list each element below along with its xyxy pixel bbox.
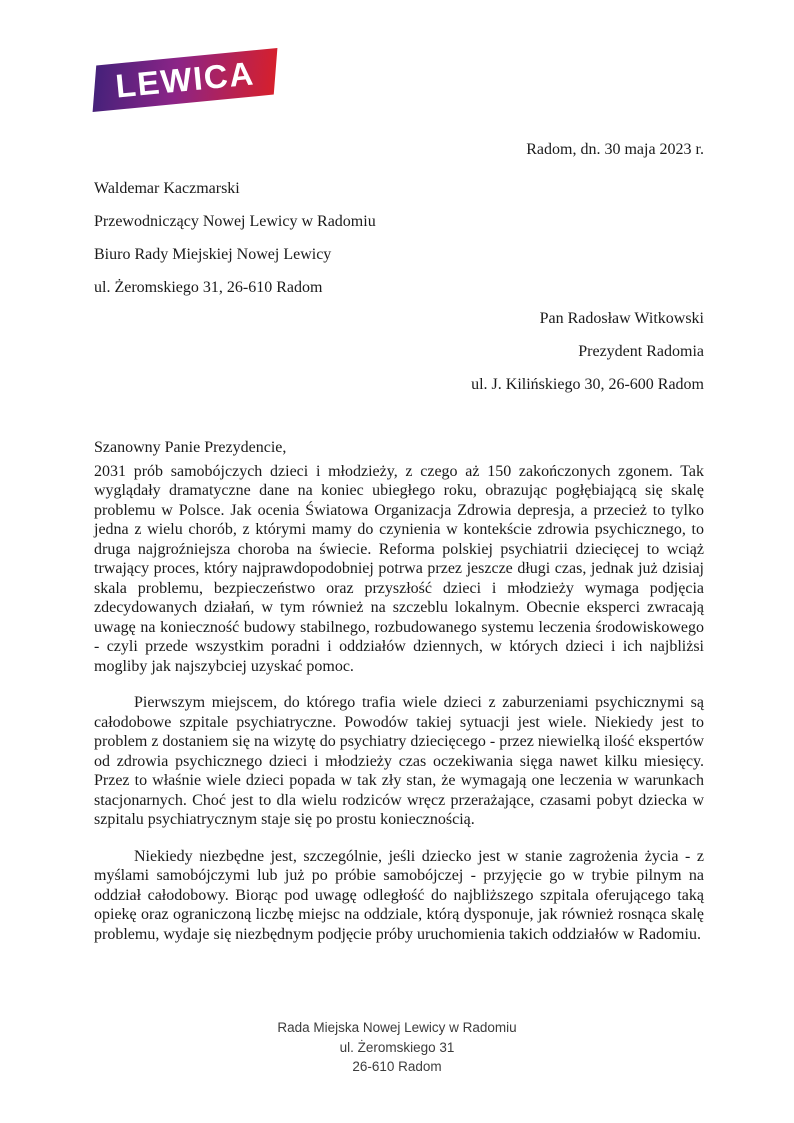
- recipient-block: [94, 302, 704, 401]
- lewica-logo: [94, 54, 284, 117]
- body-paragraph-3: Niekiedy niezbędne jest, szczególnie, jeśli dziecko jest w stanie zagrożenia życia - z myślami samobójczymi lub już po próbie samobójczej - przyjęcie go w trybie pilnym na oddział całodobowy. Biorąc pod uwagę odległość do najbliższego szpitala oferującego taką opiekę oraz ograniczoną liczbę miejsc na oddziale, którą dysponuje, jak również rosnąca skalę problemu, wydaje się niezbędnym podjęcie próby uruchomienia takich oddziałów w Radomiu.: [94, 847, 704, 943]
- sender-block: [94, 172, 704, 304]
- salutation: Szanowny Panie Prezydencie,: [94, 439, 287, 456]
- body-paragraph-2: Pierwszym miejscem, do którego trafia wiele dzieci z zaburzeniami psychicznymi są całodobowe szpitale psychiatryczne. Powodów takiej sytuacji jest wiele. Niekiedy jest to problem z dostaniem się na wizytę do psychiatry dziecięcego - przez niewielką ilość ekspertów od zdrowia psychicznego dzieci i młodzieży czas oczekiwania sięga nawet kilku miesięcy. Przez to właśnie wiele dzieci popada w tak zły stan, że wymagają one leczenia w warunkach stacjonarnych. Choć jest to dla wielu rodziców wręcz przerażające, czasami pobyt dziecka w szpitalu psychiatrycznym staje się po prostu koniecznością.: [94, 694, 704, 828]
- sender-name: Waldemar Kaczmarski: [94, 180, 240, 197]
- recipient-name: Pan Radosław Witkowski: [539, 310, 704, 327]
- footer-block: [0, 1018, 794, 1077]
- body-paragraph-1: 2031 prób samobójczych dzieci i młodzieży, z czego aż 150 zakończonych zgonem. Tak wyglądały dramatyczne dane na koniec ubiegłego roku, obrazując pogłębiającą się skalę problemu w Polsce. Jak ocenia Światowa Organizacja Zdrowia depresja, a przecież to tylko jedna z wielu chorób, z którymi mamy do czynienia w kontekście zdrowia psychicznego, to druga najgroźniejsza choroba na świecie. Reforma polskiej psychiatrii dziecięcej to wciąż trwający proces, który najprawdopodobniej potrwa przez jeszcze długi czas, jednak już dzisiaj skala problemu, bezpieczeństwo oraz przyszłość dzieci i młodzieży wymaga podjęcia zdecydowanych działań, w tym również na szczeblu lokalnym. Obecnie eksperci zwracają uwagę na konieczność budowy stabilnego, rozbudowanego systemu leczenia środowiskowego - czyli przede wszystkim poradni i oddziałów dziennych, w których dzieci i ich najbliżsi mogliby jak najszybciej uzyskać pomoc.: [94, 462, 704, 675]
- letter-body: [94, 438, 704, 961]
- sender-role: Przewodniczący Nowej Lewicy w Radomiu: [94, 213, 376, 230]
- lewica-logo-text: LEWICA: [113, 54, 256, 105]
- footer-postal-city: 26-610 Radom: [352, 1059, 442, 1074]
- sender-office: Biuro Rady Miejskiej Nowej Lewicy: [94, 246, 332, 263]
- footer-organization: Rada Miejska Nowej Lewicy w Radomiu: [277, 1020, 517, 1035]
- logo-banner: [93, 48, 278, 112]
- recipient-address: ul. J. Kilińskiego 30, 26-600 Radom: [471, 376, 704, 393]
- sender-address: ul. Żeromskiego 31, 26-610 Radom: [94, 279, 323, 296]
- date-line: Radom, dn. 30 maja 2023 r.: [526, 141, 704, 158]
- footer-street: ul. Żeromskiego 31: [339, 1039, 455, 1055]
- recipient-title: Prezydent Radomia: [578, 343, 704, 360]
